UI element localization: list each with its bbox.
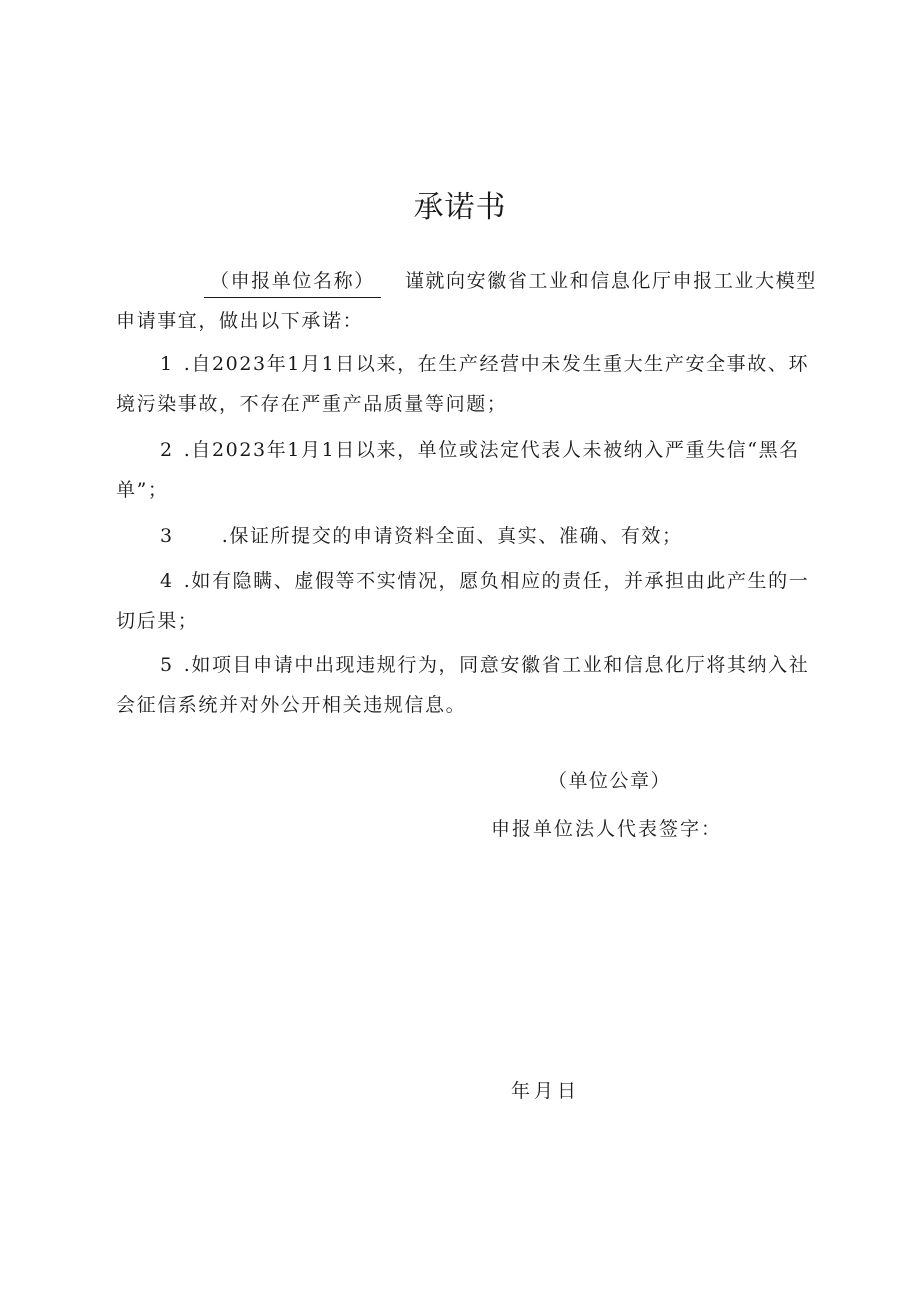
applicant-name-placeholder: （申报单位名称） — [204, 265, 381, 298]
item-number: 3 — [160, 525, 174, 547]
commitment-item-5 — [116, 646, 820, 725]
item-text: .保证所提交的申请资料全面、真实、准确、有效； — [221, 525, 683, 547]
item-text: .自2023年1月1日以来，在生产经营中未发生重大生产安全事故、环境污染事故，不存在严重产品质量等问题； — [116, 353, 810, 415]
item-text: .如项目申请中出现违规行为，同意安徽省工业和信息化厅将其纳入社会征信系统并对外公开相关违规信息。 — [116, 654, 810, 716]
document-title: 承诺书 — [413, 190, 507, 225]
commitment-item-2 — [116, 431, 820, 510]
item-text: .自2023年1月1日以来，单位或法定代表人未被纳入严重失信“黑名单”； — [116, 439, 800, 501]
intro-text: 谨就向安徽省工业和信息化厅申报工业大模型申请事宜，做出以下承诺： — [116, 270, 817, 332]
item-number: 2 — [160, 439, 174, 461]
item-number: 5 — [160, 654, 174, 676]
seal-label: （单位公章） — [548, 770, 672, 792]
commitment-item-3 — [116, 517, 820, 557]
date-label: 年月日 — [511, 1080, 581, 1102]
item-number: 4 — [160, 570, 174, 592]
signature-label: 申报单位法人代表签字： — [491, 818, 723, 840]
intro-paragraph — [116, 262, 820, 341]
item-number: 1 — [160, 353, 174, 375]
commitment-item-1 — [116, 345, 820, 424]
commitment-item-4 — [116, 562, 820, 641]
item-text: .如有隐瞒、虚假等不实情况，愿负相应的责任，并承担由此产生的一切后果； — [116, 570, 810, 632]
